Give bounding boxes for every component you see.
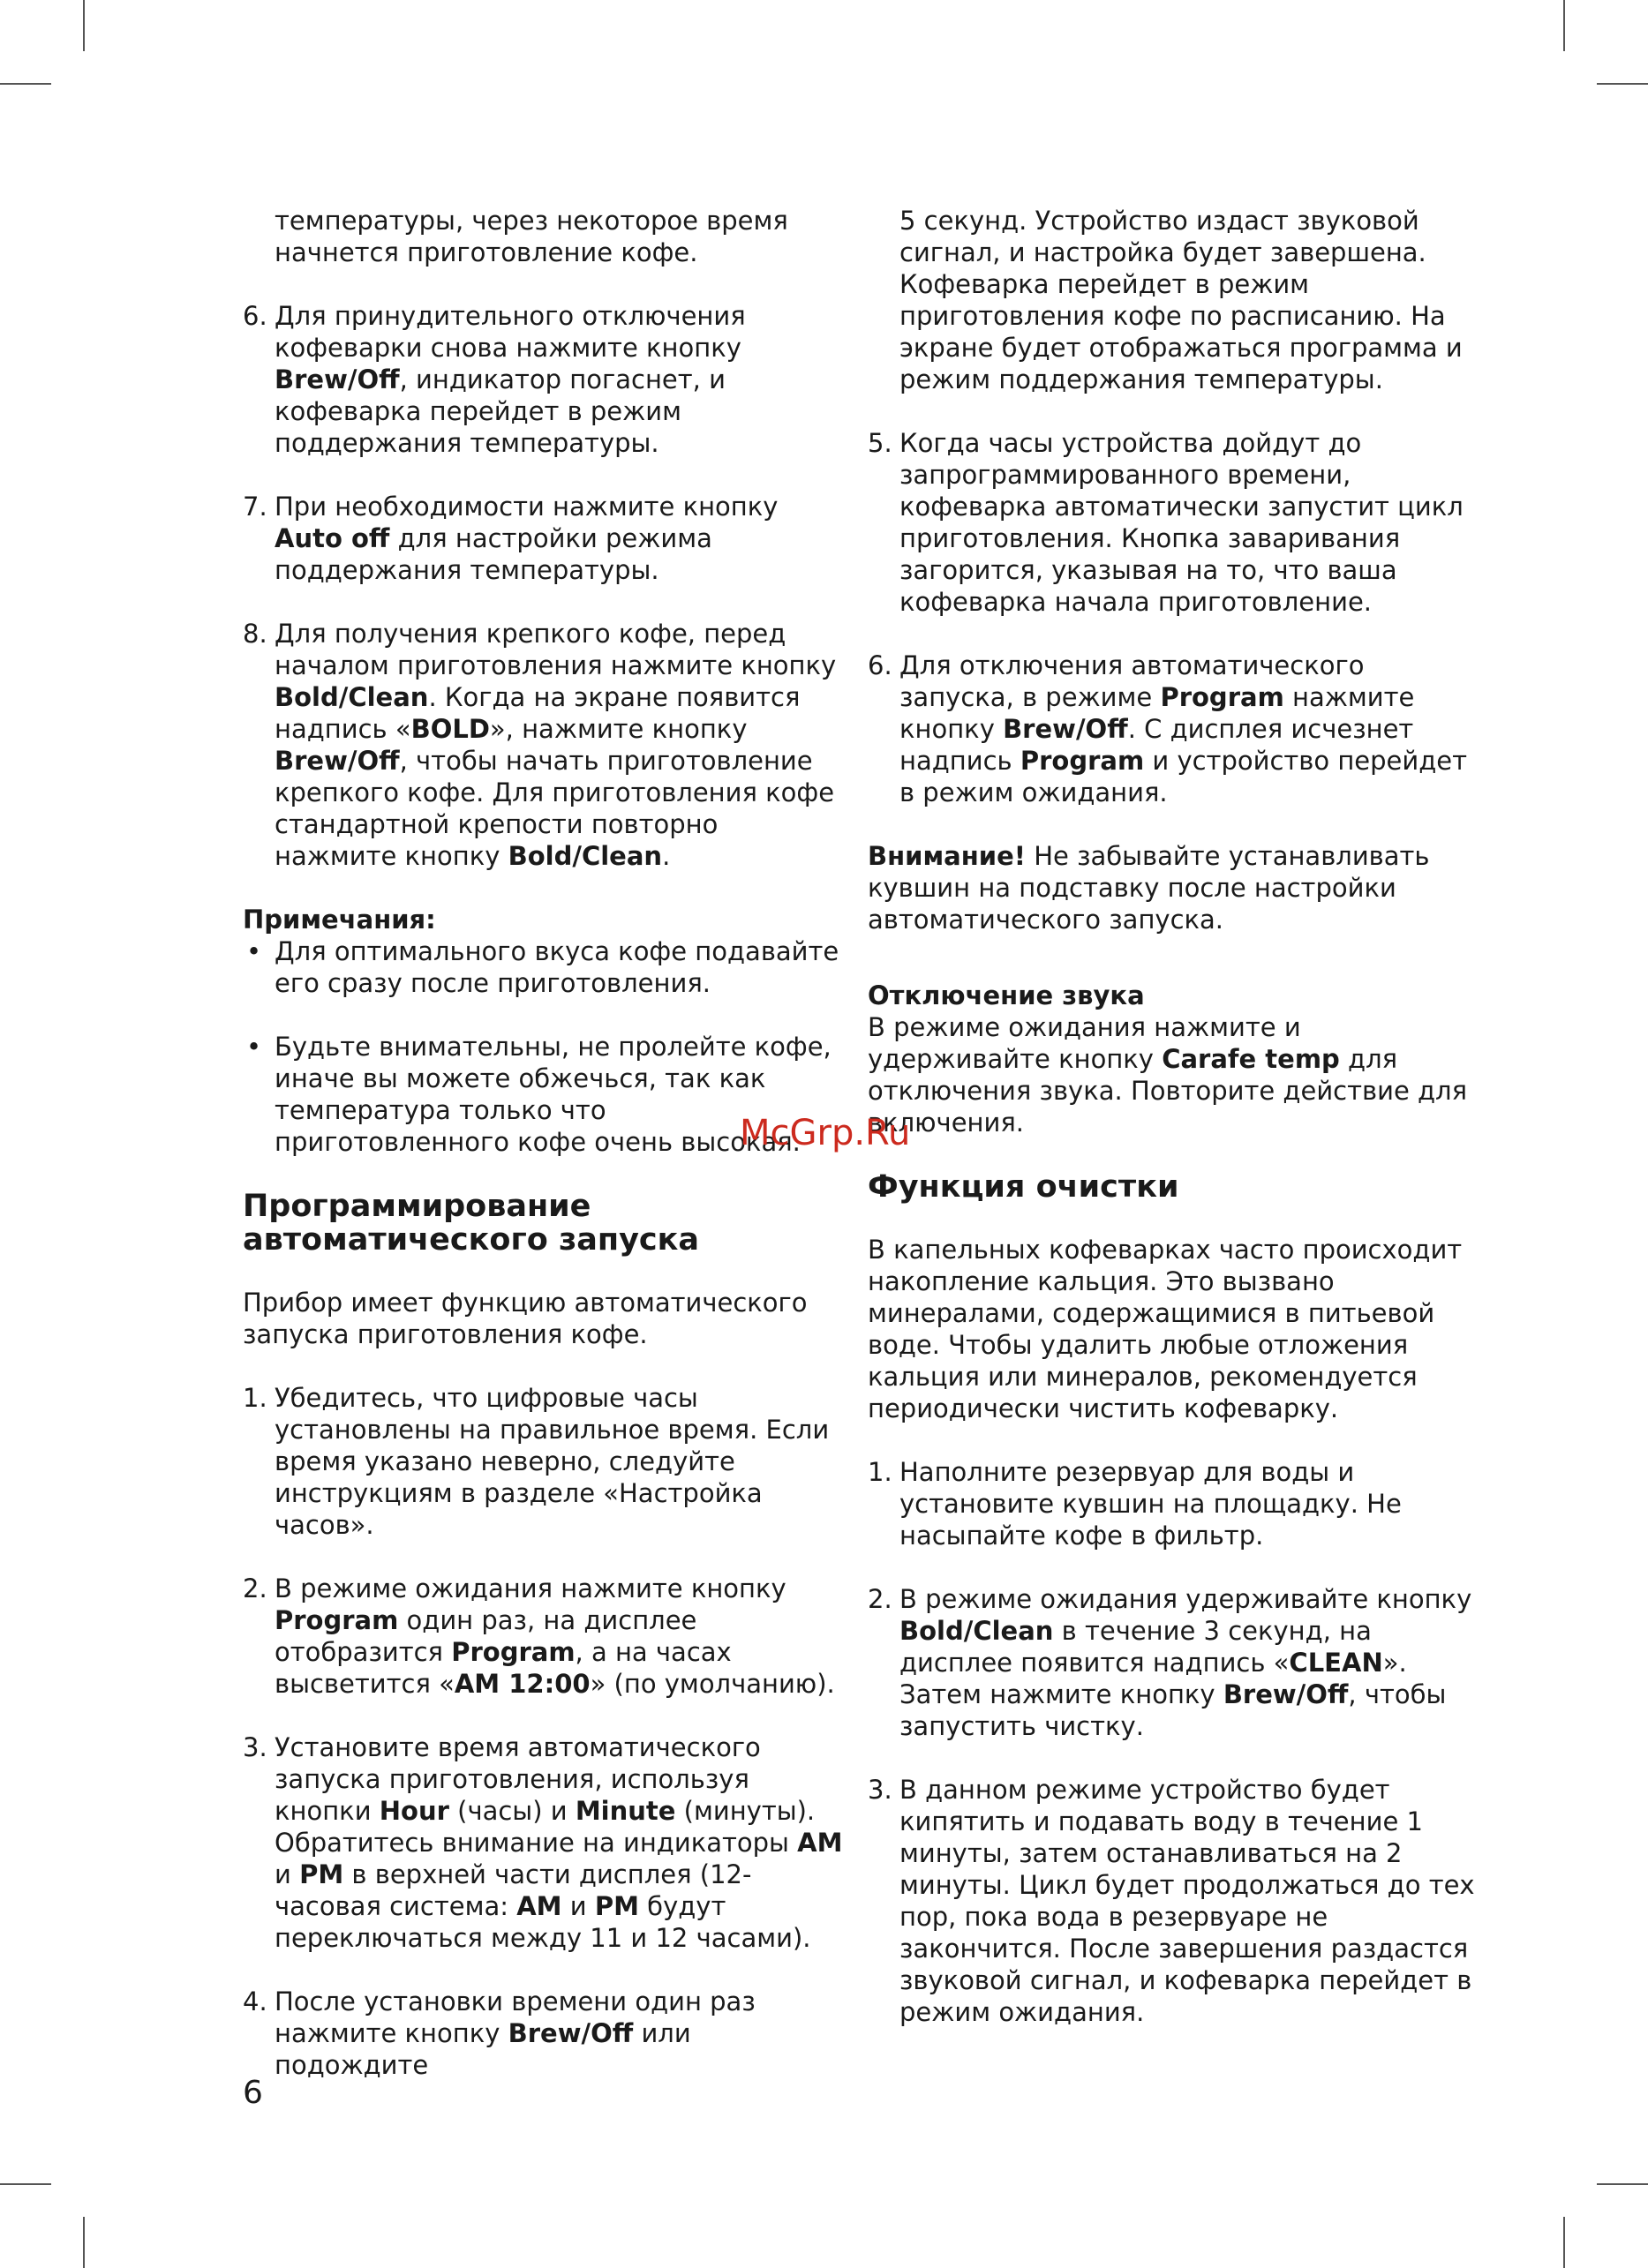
crop-mark (1597, 2183, 1648, 2185)
sound-off-text: В режиме ожидания нажмите и удерживайте кнопку Carafe temp для отключения звука. Повторите действие для включения. (868, 1012, 1468, 1138)
prog-step-1: 1. Убедитесь, что цифровые часы установлены на правильное время. Если время указано неверно, следуйте инструкциям в разделе «Настройка часов». (243, 1383, 830, 1540)
intro-continuation: температуры, через некоторое время начнется приготовление кофе. (275, 206, 788, 267)
warning-label: Внимание! (868, 841, 1026, 871)
crop-mark (1563, 2217, 1565, 2268)
step-7: 7. При необходимости нажмите кнопку Auto off для настройки режима поддержания температуры. (243, 492, 779, 585)
note-item: • Будьте внимательны, не пролейте кофе, иначе вы можете обжечься, так как температура только что приготовленного кофе очень высокая. (246, 1032, 832, 1157)
page-number: 6 (243, 2075, 263, 2111)
section-heading-cleaning: Функция очистки (868, 1169, 1179, 1205)
note-item: • Для оптимального вкуса кофе подавайте его сразу после приготовления. (246, 936, 839, 998)
clean-step-1: 1. Наполните резервуар для воды и установите кувшин на площадку. Не насыпайте кофе в фильтр. (868, 1457, 1402, 1551)
crop-mark (83, 0, 85, 51)
bullet-icon: • (246, 1032, 262, 1062)
watermark: McGrp.Ru (740, 1113, 911, 1153)
crop-mark (1563, 0, 1565, 51)
bullet-icon: • (246, 936, 262, 966)
crop-mark (0, 83, 51, 85)
prog-step-6: 6. Для отключения автоматического запуска, в режиме Program нажмите кнопку Brew/Off. С дисплея исчезнет надпись Program и устройство перейдет в режим ожидания. (868, 650, 1468, 807)
step-4-continuation: 5 секунд. Устройство издаст звуковой сигнал, и настройка будет завершена. Кофеварка перейдет в режим приготовления кофе по расписанию. На экране будет отображаться программа и режим поддержания температуры. (899, 206, 1463, 394)
subsection-heading-sound-off: Отключение звука (868, 980, 1145, 1010)
section-heading-auto-start: Программирование автоматического запуска (243, 1189, 700, 1258)
prog-step-2: 2. В режиме ожидания нажмите кнопку Program один раз, на дисплее отобразится Program, а на часах высветится «AM 12:00» (по умолчанию). (243, 1573, 835, 1699)
step-8: 8. Для получения крепкого кофе, перед началом приготовления нажмите кнопку Bold/Clean. Когда на экране появится надпись «BOLD», нажмите кнопку Brew/Off, чтобы начать приготовление крепкого кофе. Для приготовления кофе стандартной крепости повторно нажмите кнопку Bold/Clean. (243, 619, 837, 871)
section-intro: Прибор имеет функцию автоматического запуска приготовления кофе. (243, 1288, 808, 1349)
right-column (868, 205, 1477, 2060)
warning-note: Внимание! Не забывайте устанавливать кувшин на подставку после настройки автоматического запуска. (868, 841, 1430, 935)
prog-step-5: 5. Когда часы устройства дойдут до запрограммированного времени, кофеварка автоматически запустит цикл приготовления. Кнопка заваривания загорится, указывая на то, что ваша кофеварка начала приготовление. (868, 428, 1464, 617)
step-6: 6. Для принудительного отключения кофеварки снова нажмите кнопку Brew/Off, индикатор погаснет, и кофеварка перейдет в режим поддержания температуры. (243, 301, 746, 458)
clean-step-3: 3. В данном режиме устройство будет кипятить и подавать воду в течение 1 минуты, затем останавливаться на 2 минуты. Цикл будет продолжаться до тех пор, пока вода в резервуаре не закончится. После завершения раздастся звуковой сигнал, и кофеварка перейдет в режим ожидания. (868, 1775, 1475, 2027)
cleaning-intro: В капельных кофеварках часто происходит накопление кальция. Это вызвано минералами, содержащимися в питьевой воде. Чтобы удалить любые отложения кальция или минералов, рекомендуется периодически чистить кофеварку. (868, 1235, 1463, 1423)
crop-mark (0, 2183, 51, 2185)
left-column (243, 205, 843, 2113)
prog-step-4: 4. После установки времени один раз нажмите кнопку Brew/Off или подождите (243, 1986, 756, 2080)
prog-step-3: 3. Установите время автоматического запуска приготовления, используя кнопки Hour (часы) и Minute (минуты). Обратитесь внимание на индикаторы AM и PM в верхней части дисплея (12-часовая система: AM и PM будут переключаться между 11 и 12 часами). (243, 1732, 843, 1953)
crop-mark (1597, 83, 1648, 85)
crop-mark (83, 2217, 85, 2268)
clean-step-2: 2. В режиме ожидания удерживайте кнопку Bold/Clean в течение 3 секунд, на дисплее появится надпись «CLEAN». Затем нажмите кнопку Brew/Off, чтобы запустить чистку. (868, 1584, 1472, 1741)
notes-title: Примечания: (243, 905, 436, 935)
